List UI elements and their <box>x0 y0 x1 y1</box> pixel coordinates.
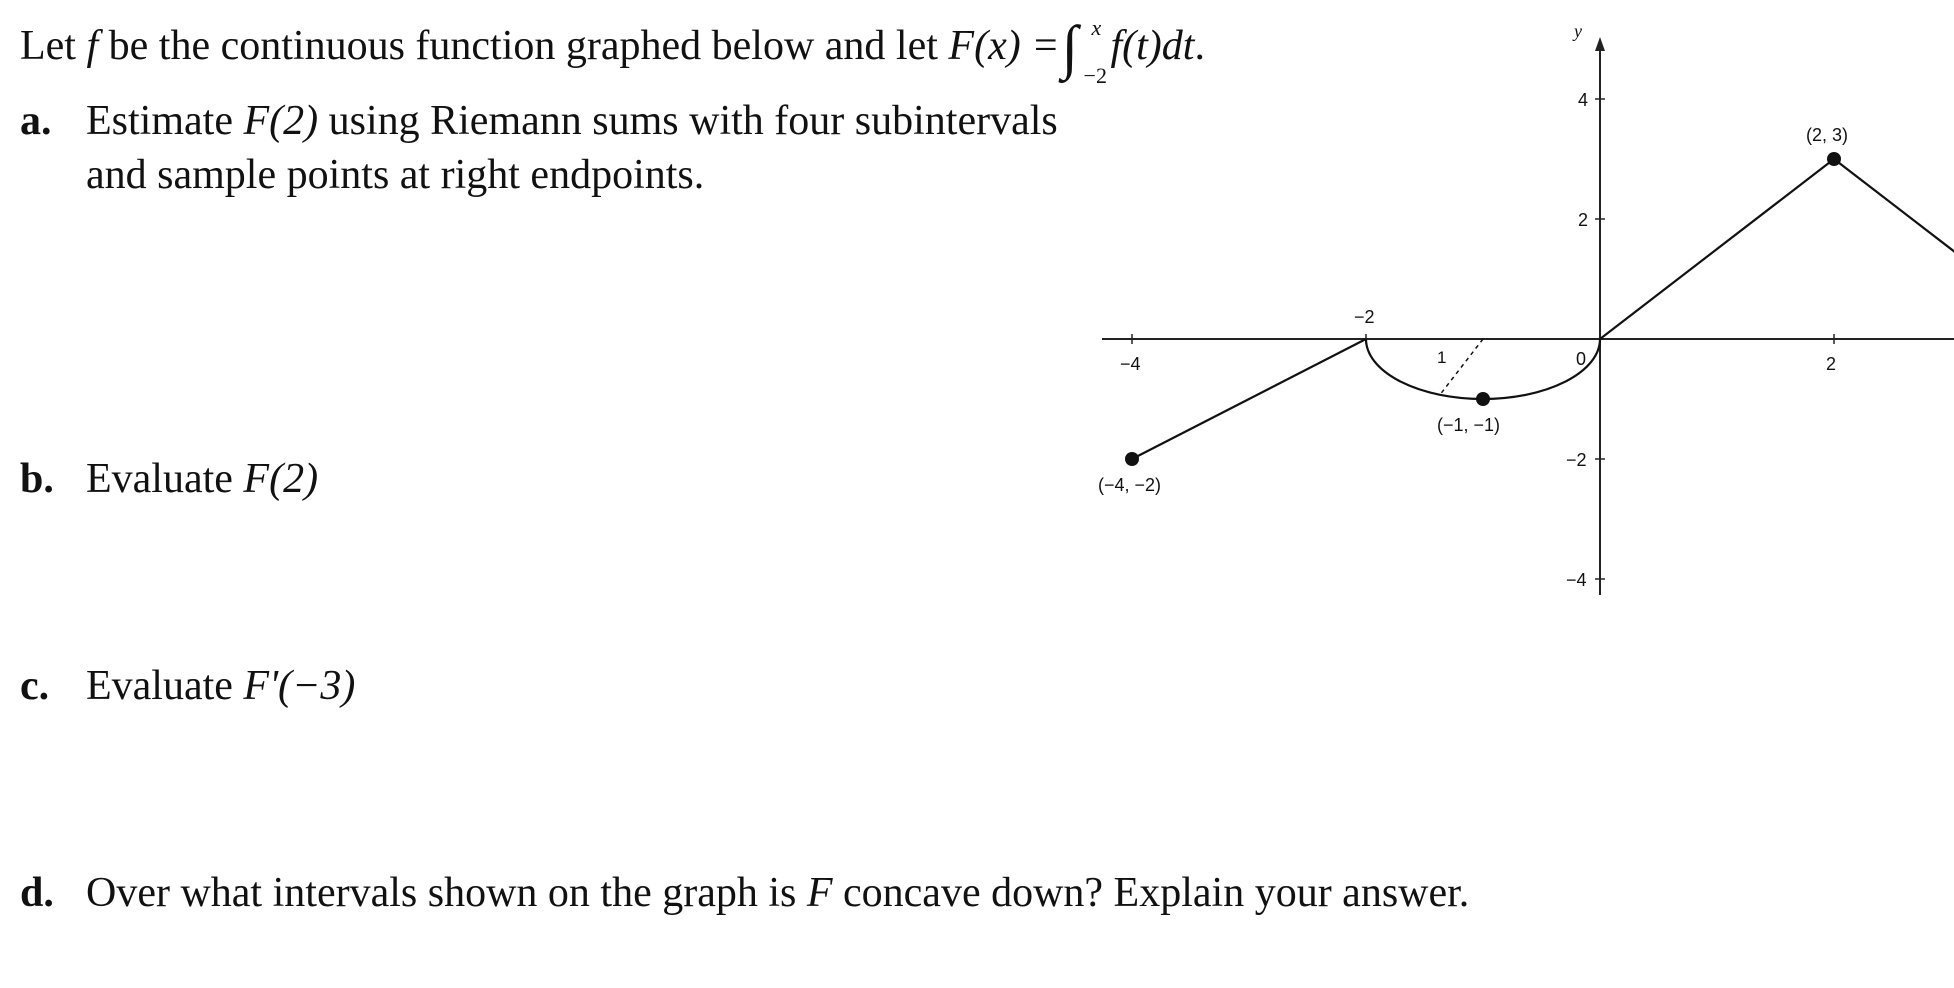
part-d-expr: F <box>806 870 833 916</box>
x-tick-label: 0 <box>1576 349 1587 369</box>
part-b-letter: b. <box>20 456 54 502</box>
y-tick-label: 2 <box>1578 210 1589 230</box>
integral-sign: ∫ x −2 <box>1061 14 1107 88</box>
graph-point <box>1827 152 1841 166</box>
y-axis-label: y <box>1574 21 1582 41</box>
prompt-end: . <box>1194 23 1205 69</box>
prompt-integrand: f(t)dt <box>1110 23 1195 69</box>
x-tick-label: −4 <box>1120 354 1141 374</box>
prompt-F-of-x: F(x) = <box>948 23 1060 69</box>
x-tick-label: −2 <box>1354 307 1375 327</box>
part-c-expr: F'(−3) <box>243 663 356 709</box>
radius-label: 1 <box>1437 348 1447 367</box>
part-d-before: Over what intervals shown on the graph is <box>86 870 797 916</box>
part-b-before: Evaluate <box>86 456 233 502</box>
y-axis-arrow <box>1595 37 1605 51</box>
graph-point <box>1125 452 1139 466</box>
graph-segment <box>1600 159 1834 339</box>
part-a-letter: a. <box>20 98 52 144</box>
x-tick-label: 2 <box>1826 354 1837 374</box>
part-a-expr: F(2) <box>243 98 319 144</box>
graph-segment <box>1132 339 1366 459</box>
prompt-mid: be the continuous function graphed below and let <box>108 23 938 69</box>
graph-point <box>1476 392 1490 406</box>
point-label: (2, 3) <box>1806 125 1849 145</box>
part-c-letter: c. <box>20 663 50 709</box>
y-tick-label: −4 <box>1566 570 1587 590</box>
graph-segment <box>1834 159 1954 339</box>
part-d-after: concave down? Explain your answer. <box>843 870 1470 916</box>
y-tick-label: −2 <box>1566 450 1587 470</box>
part-d-letter: d. <box>20 870 54 916</box>
integral-lower-limit: −2 <box>1083 63 1107 88</box>
prompt-f: f <box>86 23 99 69</box>
point-label: (−4, −2) <box>1098 475 1162 495</box>
part-a-after: using Riemann sums with four subintervals <box>328 98 1058 144</box>
integral-upper-limit: x <box>1091 15 1102 40</box>
point-label: (−1, −1) <box>1437 415 1501 435</box>
part-c-before: Evaluate <box>86 663 233 709</box>
y-tick-label: 4 <box>1578 90 1589 110</box>
part-a-before: Estimate <box>86 98 233 144</box>
part-a-line2: and sample points at right endpoints. <box>86 152 705 198</box>
part-b-expr: F(2) <box>243 456 319 502</box>
prompt-lead: Let <box>20 23 76 69</box>
graph-semicircle <box>1366 339 1600 399</box>
